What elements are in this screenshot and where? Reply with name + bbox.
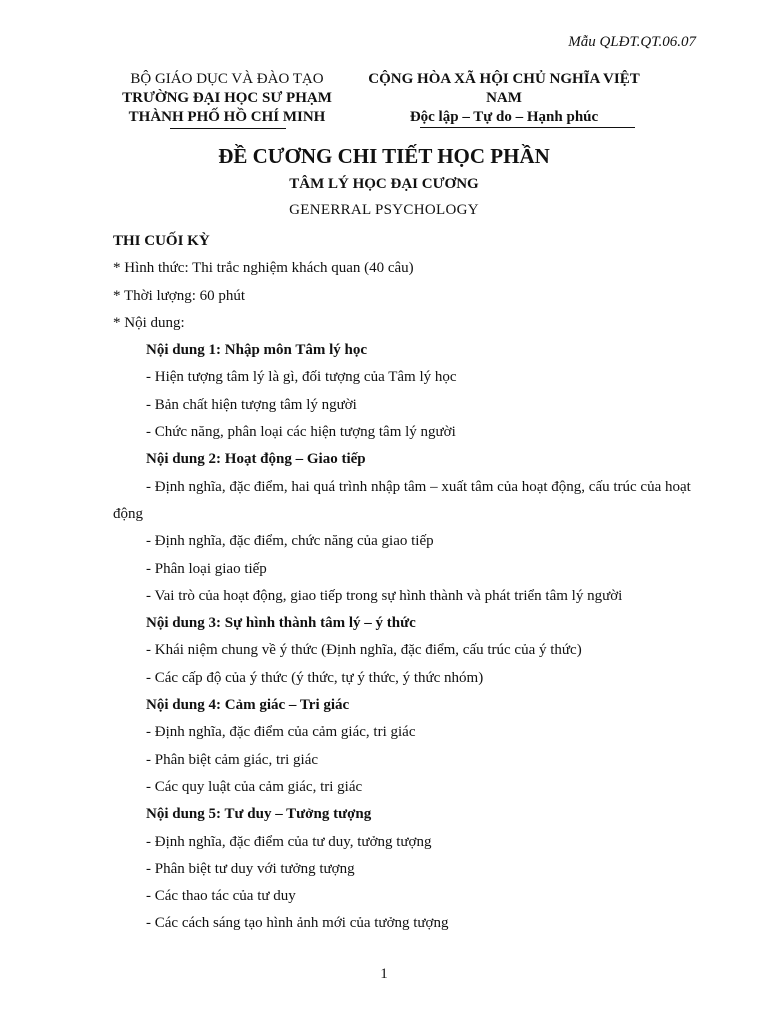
document-body xyxy=(113,228,703,938)
topic-4-title: Nội dung 4: Cảm giác – Tri giác xyxy=(146,697,350,714)
topic-5-title: Nội dung 5: Tư duy – Tưởng tượng xyxy=(146,806,372,823)
topic-5-item: - Các thao tác của tư duy xyxy=(146,888,296,905)
document-title: ĐỀ CƯƠNG CHI TIẾT HỌC PHẦN xyxy=(218,144,550,168)
page-number: 1 xyxy=(380,966,388,982)
topic-5-item: - Định nghĩa, đặc điểm của tư duy, tưởng tượng xyxy=(146,833,432,850)
course-name-en: GENERRAL PSYCHOLOGY xyxy=(289,202,479,218)
topic-5-item: - Phân biệt tư duy với tưởng tượng xyxy=(146,860,355,877)
topic-1-item: - Chức năng, phân loại các hiện tượng tâm lý người xyxy=(146,424,456,441)
form-code: Mẫu QLĐT.QT.06.07 xyxy=(568,34,696,50)
university-name-line2: THÀNH PHỐ HỒ CHÍ MINH xyxy=(128,109,326,125)
national-motto: Độc lập – Tự do – Hạnh phúc xyxy=(409,109,599,125)
topic-5-item: - Các cách sáng tạo hình ảnh mới của tưởng tượng xyxy=(146,915,449,932)
exam-content-label: * Nội dung: xyxy=(113,314,185,331)
course-name-vi: TÂM LÝ HỌC ĐẠI CƯƠNG xyxy=(289,176,479,192)
topic-2-item: - Định nghĩa, đặc điểm, chức năng của giao tiếp xyxy=(146,533,434,550)
right-header-underline xyxy=(420,127,635,128)
country-name-line1: CỘNG HÒA XÃ HỘI CHỦ NGHĨA VIỆT xyxy=(368,71,640,87)
topic-1-title: Nội dung 1: Nhập môn Tâm lý học xyxy=(146,342,368,359)
exam-heading: THI CUỐI KỲ xyxy=(113,233,210,249)
country-name-line2: NAM xyxy=(486,90,522,106)
topic-4-item: - Phân biệt cảm giác, tri giác xyxy=(146,751,319,768)
ministry-name: BỘ GIÁO DỤC VÀ ĐÀO TẠO xyxy=(130,71,324,87)
topic-3-item: - Khái niệm chung về ý thức (Định nghĩa, đặc điểm, cấu trúc của ý thức) xyxy=(146,642,582,659)
topic-3-item: - Các cấp độ của ý thức (ý thức, tự ý thức, ý thức nhóm) xyxy=(146,669,484,686)
topic-1-item: - Bản chất hiện tượng tâm lý người xyxy=(146,396,357,413)
topic-2-item: - Vai trò của hoạt động, giao tiếp trong sự hình thành và phát triển tâm lý người xyxy=(146,587,623,604)
national-header xyxy=(352,70,656,127)
topic-1-item: - Hiện tượng tâm lý là gì, đối tượng của Tâm lý học xyxy=(146,369,457,386)
topic-2-item: - Phân loại giao tiếp xyxy=(146,560,267,577)
topic-2-title: Nội dung 2: Hoạt động – Giao tiếp xyxy=(146,451,366,468)
exam-format: * Hình thức: Thi trắc nghiệm khách quan (40 câu) xyxy=(113,260,414,277)
university-name-line1: TRƯỜNG ĐẠI HỌC SƯ PHẠM xyxy=(122,90,332,106)
topic-4-item: - Các quy luật của cảm giác, tri giác xyxy=(146,778,363,795)
topic-4-item: - Định nghĩa, đặc điểm của cảm giác, tri giác xyxy=(146,724,416,741)
exam-duration: * Thời lượng: 60 phút xyxy=(113,287,246,304)
left-header-underline xyxy=(170,128,286,129)
ministry-header xyxy=(96,70,358,127)
topic-2-item: - Định nghĩa, đặc điểm, hai quá trình nhập tâm – xuất tâm của hoạt động, cấu trúc của hoạt động xyxy=(113,478,691,522)
topic-3-title: Nội dung 3: Sự hình thành tâm lý – ý thức xyxy=(146,615,416,632)
